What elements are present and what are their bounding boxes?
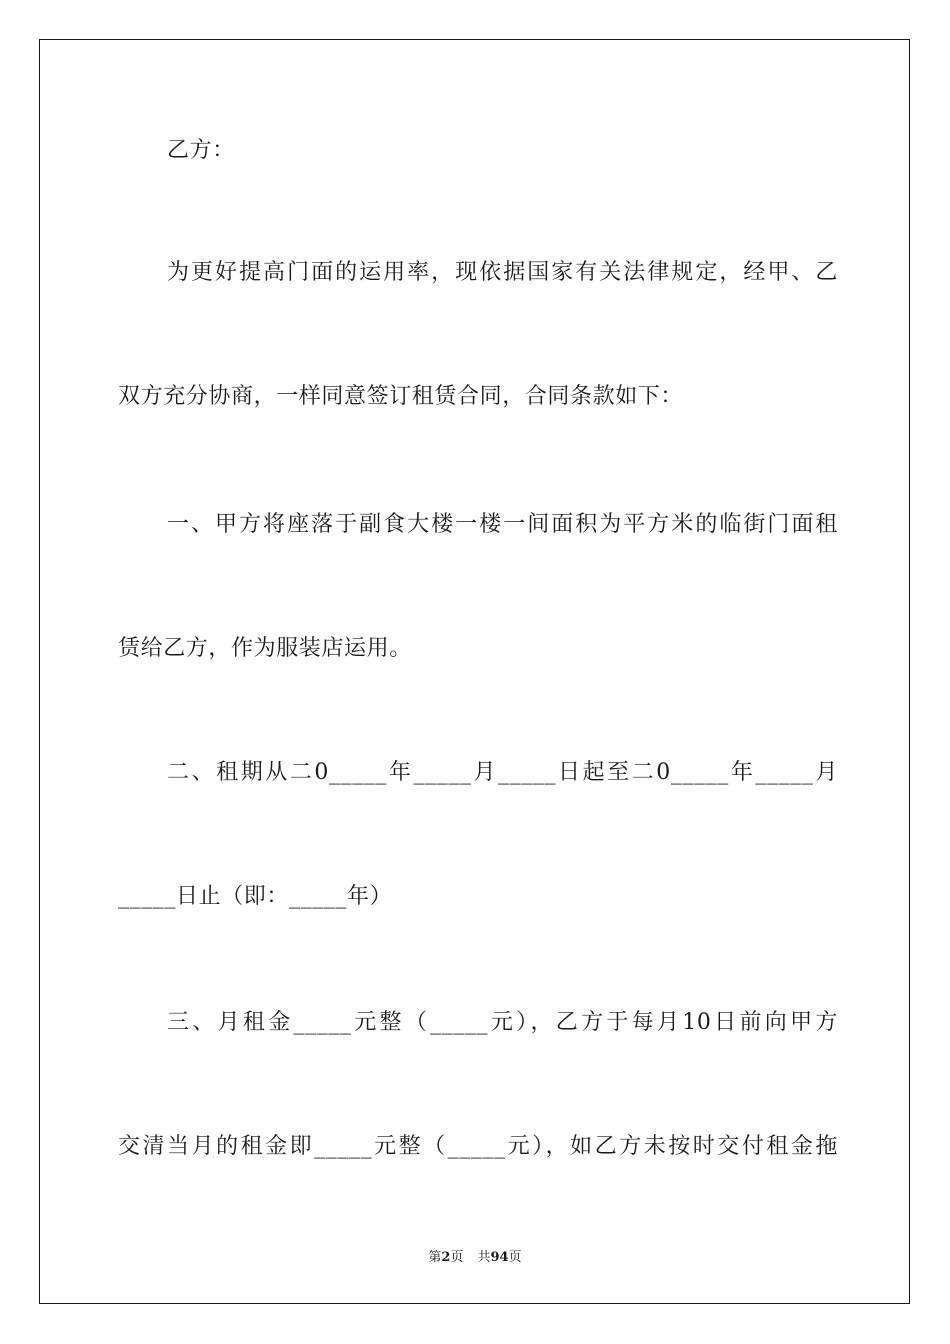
clause-3-line-2: 交清当月的租金即_____元整（_____元），如乙方未按时交付租金拖 xyxy=(118,1134,838,1159)
paragraph-intro-line-2: 双方充分协商，一样同意签订租赁合同，合同条款如下： xyxy=(118,384,684,409)
clause-1-line-1: 一、甲方将座落于副食大楼一楼一间面积为平方米的临街门面租 xyxy=(167,512,838,537)
page-border xyxy=(39,39,910,1304)
clause-2-line-2: _____日止（即：_____年） xyxy=(118,884,393,909)
page-suffix: 页 xyxy=(450,1250,464,1265)
clause-1-line-2: 赁给乙方，作为服装店运用。 xyxy=(118,636,412,661)
paragraph-intro-line-1: 为更好提高门面的运用率，现依据国家有关法律规定，经甲、乙 xyxy=(167,260,838,285)
party-b-label: 乙方： xyxy=(167,138,235,163)
clause-3-line-1: 三、月租金_____元整（_____元），乙方于每月10日前向甲方 xyxy=(167,1010,838,1035)
total-prefix: 共 xyxy=(477,1250,491,1265)
total-pages: 94 xyxy=(490,1250,509,1265)
clause-2-line-1: 二、租期从二0_____年_____月_____日起至二0_____年_____月 xyxy=(167,760,838,785)
page-footer xyxy=(0,1246,950,1265)
total-suffix: 页 xyxy=(508,1250,522,1265)
page-prefix: 第 xyxy=(428,1250,442,1265)
page-number: 2 xyxy=(441,1250,451,1265)
